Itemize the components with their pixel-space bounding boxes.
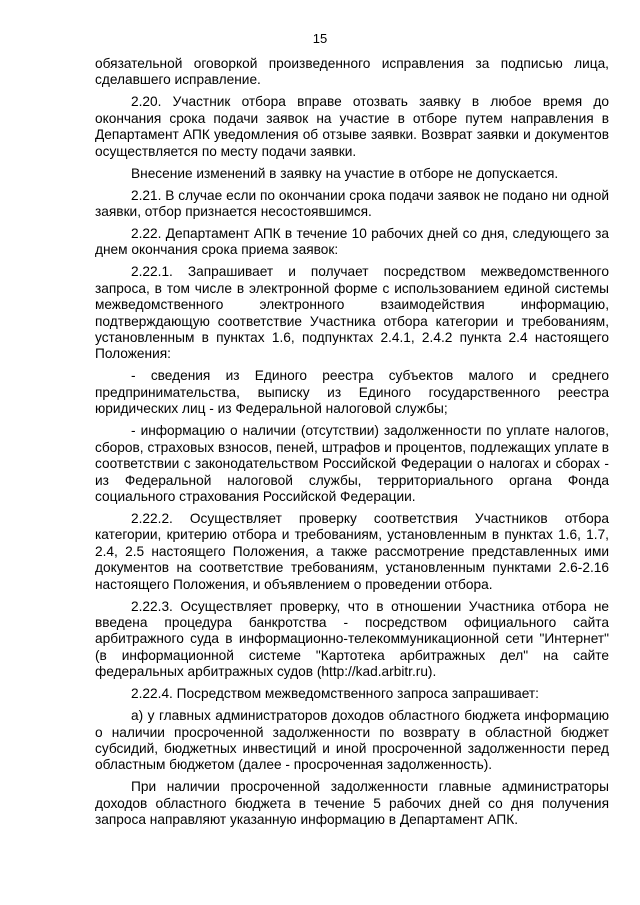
list-item-tax-debt: - информацию о наличии (отсутствии) задолженности по уплате налогов, сборов, страховых взносов, пеней, штрафов и процентов, подлежащих уплате в соответствии с законодательством Российской Федерации о налогах и сборах - из Федеральной налоговой службы, территориального органа Фонда социального страхования Российской Федерации. [95, 423, 609, 504]
paragraph-2-22-3: 2.22.3. Осуществляет проверку, что в отношении Участника отбора не введена процедура банкротства - посредством официального сайта арбитражного суда в информационно-телекоммуникационной сети "Интернет" (в информационной системе "Картотека арбитражных дел" на сайте федеральных арбитражных судов (http://kad.arbitr.ru). [95, 598, 609, 680]
paragraph-no-changes: Внесение изменений в заявку на участие в отборе не допускается. [131, 165, 559, 181]
paragraph-continuation: обязательной оговоркой произведенного исправления за подписью лица, сделавшего исправление. [95, 56, 609, 88]
paragraph-2-22-1: 2.22.1. Запрашивает и получает посредством межведомственного запроса, в том числе в электронной форме с использованием единой системы межведомственного электронного взаимодействия информацию, подтверждающую соответствие Участника отбора категории и требованиям, установленным в пунктах 1.6, подпунктах 2.4.1, 2.4.2 пункта 2.4 настоящего Положения: [95, 264, 609, 362]
paragraph-2-22: 2.22. Департамент АПК в течение 10 рабочих дней со дня, следующего за днем окончания срока приема заявок: [95, 226, 609, 258]
document-body [95, 56, 609, 834]
paragraph-item-a: а) у главных администраторов доходов областного бюджета информацию о наличии просроченной задолженности по возврату в областной бюджет субсидий, бюджетных инвестиций и иной просроченной задолженности перед областным бюджетом (далее - просроченная задолженность). [95, 708, 609, 773]
paragraph-2-22-2: 2.22.2. Осуществляет проверку соответствия Участников отбора категории, критерию отбора и требованиям, установленным в пунктах 1.6, 1.7, 2.4, 2.5 настоящего Положения, а также рассмотрение представленных ими документов на соответствие требованиям, установленным пунктами 2.6-2.16 настоящего Положения, и объявлением о проведении отбора. [95, 510, 609, 592]
paragraph-2-21: 2.21. В случае если по окончании срока подачи заявок не подано ни одной заявки, отбор признается несостоявшимся. [95, 187, 609, 220]
paragraph-2-20: 2.20. Участник отбора вправе отозвать заявку в любое время до окончания срока подачи заявок на участие в отборе путем направления в Департамент АПК уведомления об отзыве заявки. Возврат заявки и документов осуществляется по месту подачи заявки. [95, 94, 609, 159]
page-number: 15 [312, 31, 328, 46]
list-item-registry: - сведения из Единого реестра субъектов малого и среднего предпринимательства, выписку из Единого государственного реестра юридических лиц - из Федеральной налоговой службы; [95, 368, 609, 417]
paragraph-2-22-4: 2.22.4. Посредством межведомственного запроса запрашивает: [131, 686, 539, 702]
paragraph-overdue-debt: При наличии просроченной задолженности главные администраторы доходов областного бюджета в течение 5 рабочих дней со дня получения запроса направляют указанную информацию в Департамент АПК. [95, 779, 609, 828]
